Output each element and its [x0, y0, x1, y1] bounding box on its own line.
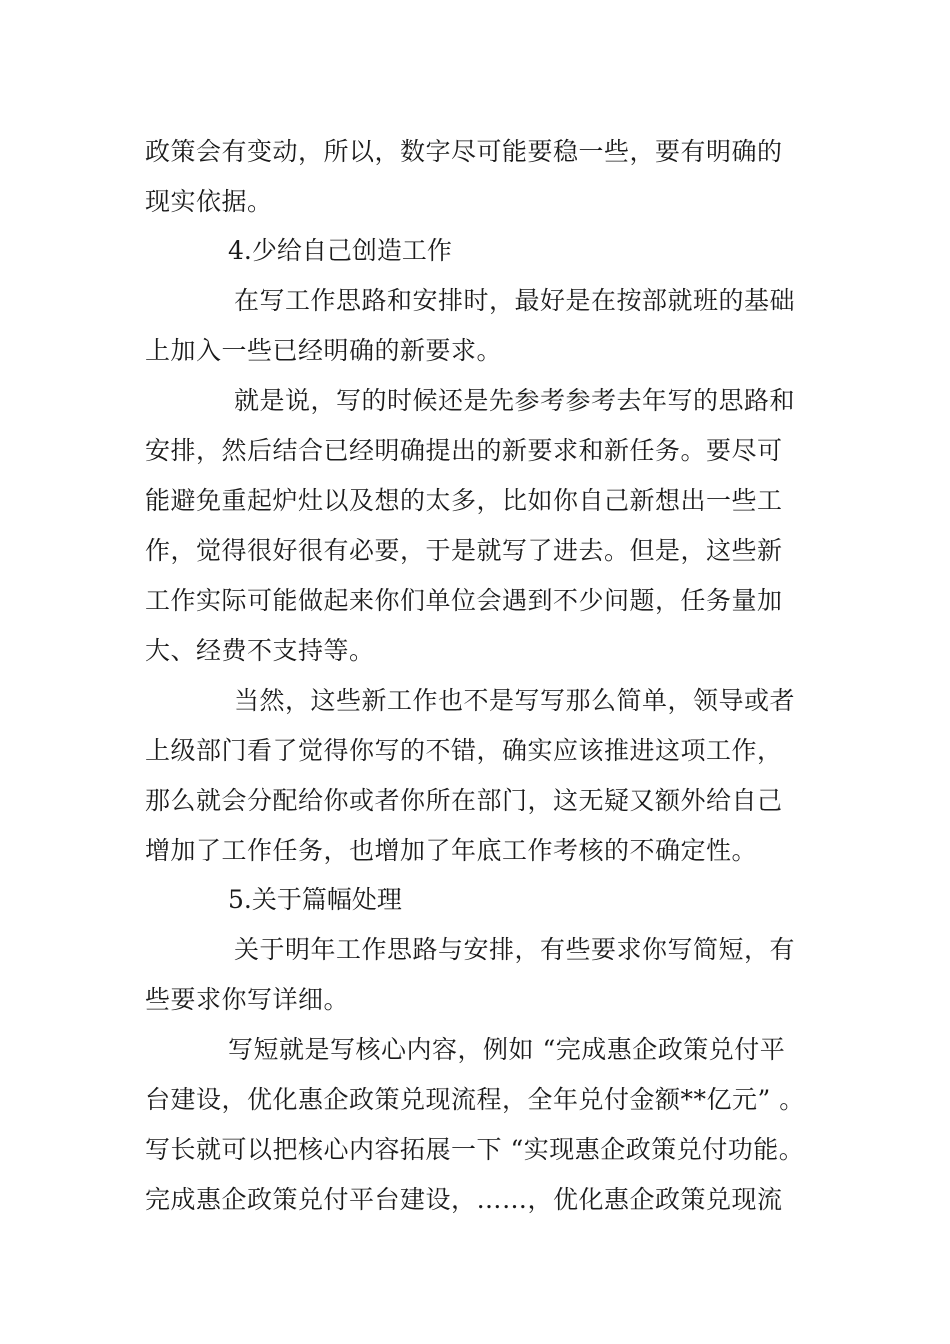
- text-line: 写长就可以把核心内容拓展一下 “实现惠企政策兑付功能。: [145, 1135, 805, 1164]
- paragraph-first-line: 就是说，写的时候还是先参考参考去年写的思路和: [234, 386, 796, 415]
- text-line: 增加了工作任务，也增加了年底工作考核的不确定性。: [145, 836, 758, 865]
- paragraph-first-line: 写短就是写核心内容，例如 “完成惠企政策兑付平: [228, 1035, 786, 1064]
- text-line: 那么就会分配给你或者你所在部门，这无疑又额外给自己: [145, 786, 783, 815]
- text-line: 完成惠企政策兑付平台建设，……，优化惠企政策兑现流: [145, 1185, 783, 1214]
- text-line: 些要求你写详细。: [145, 985, 350, 1014]
- text-line: 大、经费不支持等。: [145, 636, 375, 665]
- text-line: 工作实际可能做起来你们单位会遇到不少问题，任务量加: [145, 586, 783, 615]
- paragraph-first-line: 关于明年工作思路与安排，有些要求你写简短，有: [234, 935, 796, 964]
- section-heading-4: 4.少给自己创造工作: [228, 236, 452, 265]
- text-line: 安排，然后结合已经明确提出的新要求和新任务。要尽可: [145, 436, 783, 465]
- text-line: 能避免重起炉灶以及想的太多，比如你自己新想出一些工: [145, 486, 783, 515]
- paragraph-first-line: 在写工作思路和安排时，最好是在按部就班的基础: [234, 286, 796, 315]
- text-line: 上级部门看了觉得你写的不错，确实应该推进这项工作，: [145, 736, 783, 765]
- text-line: 上加入一些已经明确的新要求。: [145, 336, 503, 365]
- paragraph-first-line: 当然，这些新工作也不是写写那么简单，领导或者: [234, 686, 796, 715]
- text-line: 政策会有变动，所以，数字尽可能要稳一些，要有明确的: [145, 137, 783, 166]
- text-line: 作，觉得很好很有必要，于是就写了进去。但是，这些新: [145, 536, 783, 565]
- text-line: 现实依据。: [145, 187, 273, 216]
- section-heading-5: 5.关于篇幅处理: [228, 885, 402, 914]
- text-line: 台建设，优化惠企政策兑现流程，全年兑付金额**亿元” 。: [145, 1085, 805, 1114]
